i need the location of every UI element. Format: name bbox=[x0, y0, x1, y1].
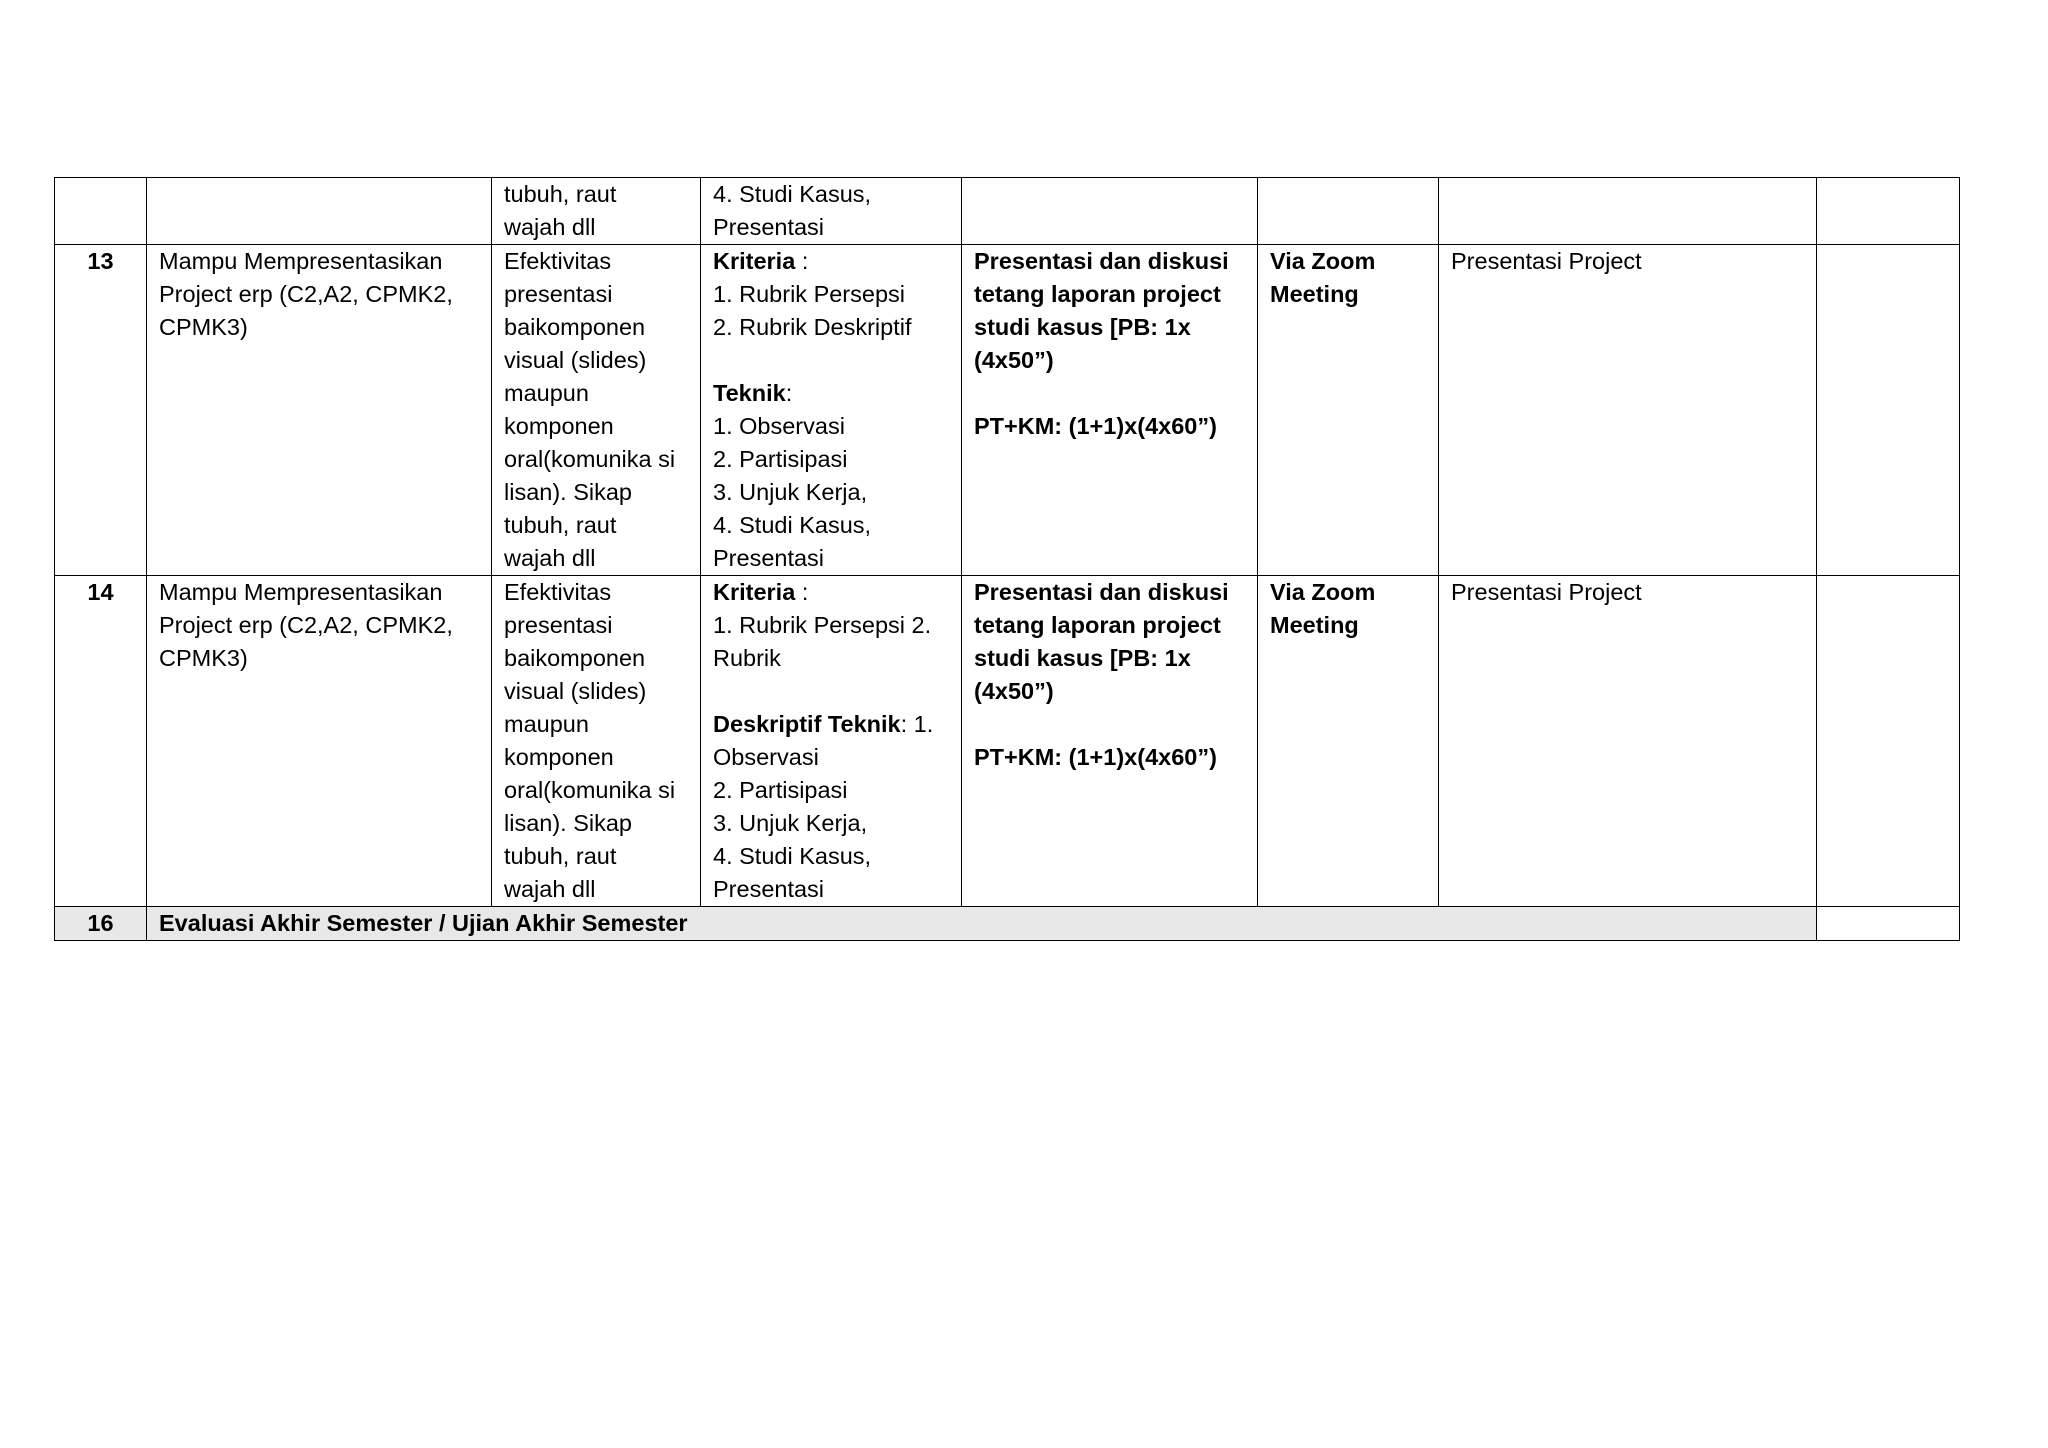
criteria-item: 1. Rubrik Persepsi bbox=[713, 281, 905, 307]
activity-cell bbox=[962, 245, 1258, 576]
weight-cell bbox=[1817, 576, 1960, 907]
criteria-cell bbox=[701, 245, 962, 576]
material-text: Presentasi Project bbox=[1451, 579, 1642, 605]
criteria-colon: : bbox=[795, 248, 809, 274]
technique-item: Presentasi bbox=[713, 876, 825, 902]
competency-line: CPMK3) bbox=[159, 314, 248, 340]
spacer bbox=[713, 344, 949, 377]
criteria-cell bbox=[701, 178, 962, 245]
indicator-line: maupun bbox=[504, 711, 589, 737]
indicator-line: Efektivitas bbox=[504, 579, 612, 605]
technique-label: Deskriptif Teknik bbox=[713, 711, 901, 737]
weight-cell bbox=[1817, 907, 1960, 941]
technique-item: 4. Studi Kasus, bbox=[713, 843, 872, 869]
technique-heading bbox=[713, 708, 949, 741]
table-row-13 bbox=[55, 245, 1960, 576]
criteria-heading bbox=[713, 245, 949, 278]
week-cell: 14 bbox=[55, 576, 147, 907]
indicator-line: baikomponen bbox=[504, 645, 646, 671]
competency-line: Mampu Mempresentasikan bbox=[159, 248, 443, 274]
final-exam-cell bbox=[147, 907, 1817, 941]
media-line: Meeting bbox=[1270, 281, 1359, 307]
final-exam-title: Evaluasi Akhir Semester / Ujian Akhir Semester bbox=[159, 910, 688, 936]
indicator-line: presentasi bbox=[504, 612, 613, 638]
technique-item: 2. Partisipasi bbox=[713, 446, 848, 472]
indicator-line: oral(komunika si bbox=[504, 777, 676, 803]
media-line: Via Zoom bbox=[1270, 248, 1376, 274]
week-cell bbox=[55, 178, 147, 245]
spacer bbox=[713, 675, 949, 708]
technique-label: Teknik bbox=[713, 380, 786, 406]
technique-item: Observasi bbox=[713, 744, 819, 770]
criteria-label: Kriteria bbox=[713, 579, 796, 605]
activity-line: studi kasus [PB: 1x bbox=[974, 645, 1191, 671]
criteria-heading bbox=[713, 576, 949, 609]
table-row-14 bbox=[55, 576, 1960, 907]
indicator-line: baikomponen bbox=[504, 314, 646, 340]
competency-line: Project erp (C2,A2, CPMK2, bbox=[159, 281, 453, 307]
table-row-continued bbox=[55, 178, 1960, 245]
technique-item: 3. Unjuk Kerja, bbox=[713, 810, 868, 836]
activity-cell bbox=[962, 178, 1258, 245]
technique-colon: : bbox=[785, 380, 793, 406]
indicator-line: tubuh, raut bbox=[504, 843, 617, 869]
indicator-line: lisan). Sikap bbox=[504, 810, 632, 836]
criteria-item: 1. Rubrik Persepsi 2. bbox=[713, 612, 932, 638]
activity-line: tetang laporan project bbox=[974, 281, 1221, 307]
activity-time: PT+KM: (1+1)x(4x60”) bbox=[974, 413, 1217, 439]
competency-line: Mampu Mempresentasikan bbox=[159, 579, 443, 605]
activity-line: Presentasi dan diskusi bbox=[974, 579, 1229, 605]
technique-item: Presentasi bbox=[713, 545, 825, 571]
criteria-line: Presentasi bbox=[713, 214, 825, 240]
spacer bbox=[974, 708, 1245, 741]
activity-time: PT+KM: (1+1)x(4x60”) bbox=[974, 744, 1217, 770]
material-cell bbox=[1439, 245, 1817, 576]
competency-line: CPMK3) bbox=[159, 645, 248, 671]
media-line: Meeting bbox=[1270, 612, 1359, 638]
indicator-line: visual (slides) bbox=[504, 678, 647, 704]
criteria-cell bbox=[701, 576, 962, 907]
technique-item: 3. Unjuk Kerja, bbox=[713, 479, 868, 505]
indicator-cell bbox=[492, 245, 701, 576]
indicator-line: komponen bbox=[504, 744, 614, 770]
indicator-line: maupun bbox=[504, 380, 589, 406]
weight-cell bbox=[1817, 178, 1960, 245]
competency-line: Project erp (C2,A2, CPMK2, bbox=[159, 612, 453, 638]
technique-rest: : 1. bbox=[900, 711, 934, 737]
media-cell bbox=[1258, 576, 1439, 907]
criteria-item: 2. Rubrik Deskriptif bbox=[713, 314, 912, 340]
indicator-cell bbox=[492, 576, 701, 907]
media-cell bbox=[1258, 178, 1439, 245]
indicator-line: wajah dll bbox=[504, 876, 596, 902]
material-text: Presentasi Project bbox=[1451, 248, 1642, 274]
criteria-line: 4. Studi Kasus, bbox=[713, 181, 872, 207]
activity-line: studi kasus [PB: 1x bbox=[974, 314, 1191, 340]
indicator-line: tubuh, raut bbox=[504, 512, 617, 538]
competency-cell bbox=[147, 178, 492, 245]
technique-item: 1. Observasi bbox=[713, 413, 845, 439]
material-cell bbox=[1439, 576, 1817, 907]
indicator-line: tubuh, raut bbox=[504, 181, 617, 207]
material-cell bbox=[1439, 178, 1817, 245]
technique-item: 2. Partisipasi bbox=[713, 777, 848, 803]
media-line: Via Zoom bbox=[1270, 579, 1376, 605]
indicator-line: wajah dll bbox=[504, 545, 596, 571]
indicator-cell bbox=[492, 178, 701, 245]
indicator-line: Efektivitas bbox=[504, 248, 612, 274]
activity-line: tetang laporan project bbox=[974, 612, 1221, 638]
activity-line: Presentasi dan diskusi bbox=[974, 248, 1229, 274]
spacer bbox=[974, 377, 1245, 410]
indicator-line: komponen bbox=[504, 413, 614, 439]
table-row-16 bbox=[55, 907, 1960, 941]
week-cell: 16 bbox=[55, 907, 147, 941]
competency-cell bbox=[147, 245, 492, 576]
weight-cell bbox=[1817, 245, 1960, 576]
criteria-label: Kriteria bbox=[713, 248, 796, 274]
competency-cell bbox=[147, 576, 492, 907]
technique-heading bbox=[713, 377, 949, 410]
indicator-line: presentasi bbox=[504, 281, 613, 307]
activity-line: (4x50”) bbox=[974, 678, 1054, 704]
criteria-item: Rubrik bbox=[713, 645, 781, 671]
indicator-line: lisan). Sikap bbox=[504, 479, 632, 505]
indicator-line: oral(komunika si bbox=[504, 446, 676, 472]
week-cell: 13 bbox=[55, 245, 147, 576]
rps-table bbox=[54, 177, 1960, 941]
indicator-line: wajah dll bbox=[504, 214, 596, 240]
activity-cell bbox=[962, 576, 1258, 907]
criteria-colon: : bbox=[795, 579, 809, 605]
indicator-line: visual (slides) bbox=[504, 347, 647, 373]
media-cell bbox=[1258, 245, 1439, 576]
activity-line: (4x50”) bbox=[974, 347, 1054, 373]
technique-item: 4. Studi Kasus, bbox=[713, 512, 872, 538]
